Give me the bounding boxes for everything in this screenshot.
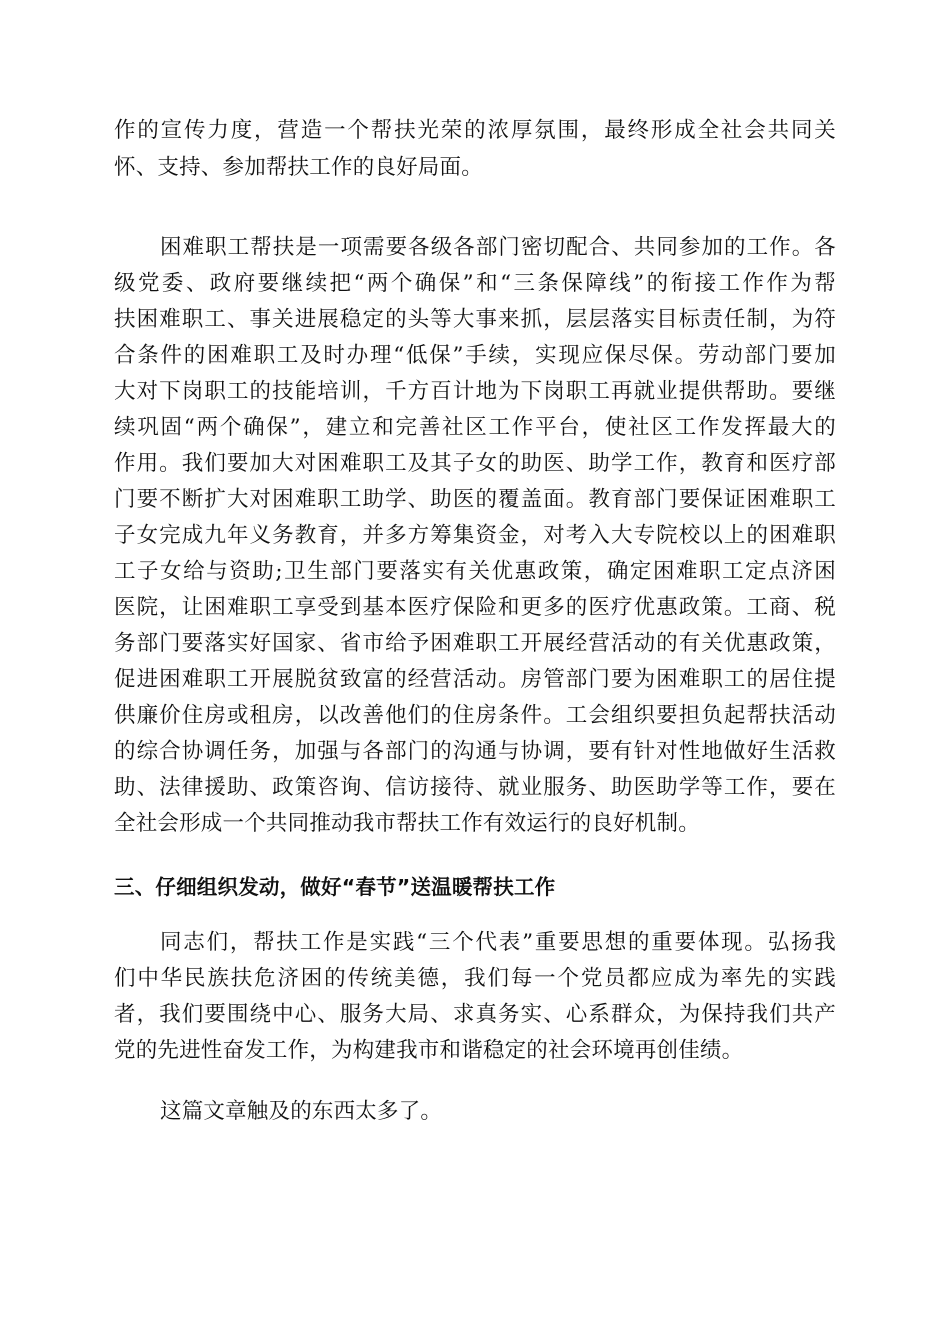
section-heading: 三、仔细组织发动，做好“春节”送温暖帮扶工作 <box>114 875 556 899</box>
paragraph-2-line-17: 全社会形成一个共同推动我市帮扶工作有效运行的良好机制。 <box>114 811 700 836</box>
paragraph-2-line-10: 工子女给与资助;卫生部门要落实有关优惠政策，确定困难职工定点济困 <box>114 559 836 584</box>
paragraph-1-line-2: 怀、支持、参加帮扶工作的良好局面。 <box>114 155 483 180</box>
paragraph-2-line-16: 助、法律援助、政策咨询、信访接待、就业服务、助医助学等工作，要在 <box>114 775 836 800</box>
paragraph-2-line-4: 合条件的困难职工及时办理“低保”手续，实现应保尽保。劳动部门要加 <box>114 343 836 368</box>
paragraph-3-line-1: 同志们，帮扶工作是实践“三个代表”重要思想的重要体现。弘扬我 <box>160 930 836 955</box>
paragraph-2-line-12: 务部门要落实好国家、省市给予困难职工开展经营活动的有关优惠政策， <box>114 631 836 656</box>
paragraph-2-line-14: 供廉价住房或租房，以改善他们的住房条件。工会组织要担负起帮扶活动 <box>114 703 836 728</box>
paragraph-2-line-2: 级党委、政府要继续把“两个确保”和“三条保障线”的衔接工作作为帮 <box>114 271 836 296</box>
paragraph-2-line-7: 作用。我们要加大对困难职工及其子女的助医、助学工作，教育和医疗部 <box>114 451 836 476</box>
paragraph-2-line-5: 大对下岗职工的技能培训，千方百计地为下岗职工再就业提供帮助。要继 <box>114 379 836 404</box>
paragraph-3-line-2: 们中华民族扶危济困的传统美德，我们每一个党员都应成为率先的实践 <box>114 966 836 991</box>
paragraph-2-line-8: 门要不断扩大对困难职工助学、助医的覆盖面。教育部门要保证困难职工 <box>114 487 836 512</box>
paragraph-3-line-4: 党的先进性奋发工作，为构建我市和谐稳定的社会环境再创佳绩。 <box>114 1038 744 1063</box>
paragraph-4: 这篇文章触及的东西太多了。 <box>160 1099 443 1124</box>
paragraph-2-line-1: 困难职工帮扶是一项需要各级各部门密切配合、共同参加的工作。各 <box>160 235 836 260</box>
paragraph-3-line-3: 者，我们要围绕中心、服务大局、求真务实、心系群众，为保持我们共产 <box>114 1002 836 1027</box>
paragraph-2-line-9: 子女完成九年义务教育，并多方筹集资金，对考入大专院校以上的困难职 <box>114 523 836 548</box>
paragraph-1-line-1: 作的宣传力度，营造一个帮扶光荣的浓厚氛围，最终形成全社会共同关 <box>114 118 836 143</box>
paragraph-2-line-15: 的综合协调任务，加强与各部门的沟通与协调，要有针对性地做好生活救 <box>114 739 836 764</box>
paragraph-2-line-6: 续巩固“两个确保”，建立和完善社区工作平台，使社区工作发挥最大的 <box>114 415 836 440</box>
paragraph-2-line-13: 促进困难职工开展脱贫致富的经营活动。房管部门要为困难职工的居住提 <box>114 667 836 692</box>
paragraph-2-line-11: 医院，让困难职工享受到基本医疗保险和更多的医疗优惠政策。工商、税 <box>114 595 836 620</box>
paragraph-2-line-3: 扶困难职工、事关进展稳定的头等大事来抓，层层落实目标责任制，为符 <box>114 307 836 332</box>
